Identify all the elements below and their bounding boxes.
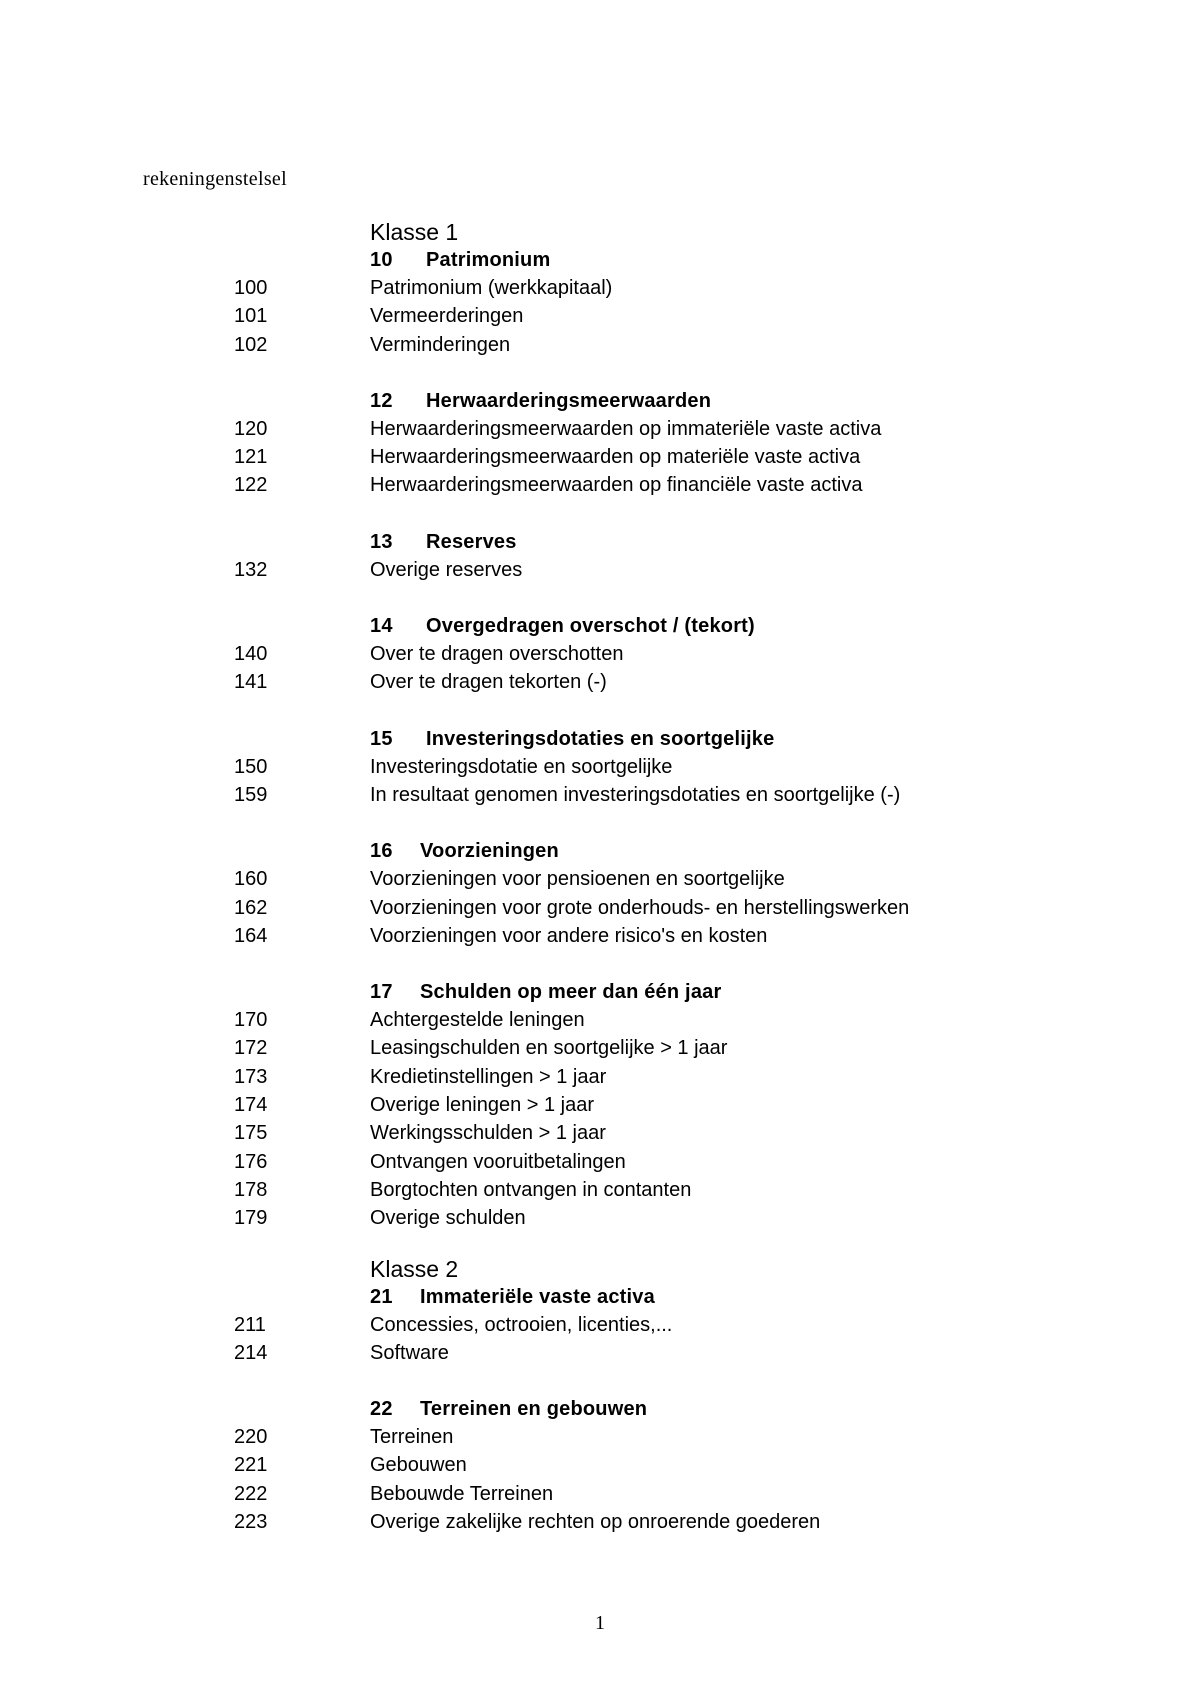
group-heading	[370, 725, 1200, 753]
account-code: 173	[234, 1065, 268, 1088]
account-row	[0, 415, 1200, 443]
group-heading	[370, 528, 1200, 556]
account-group	[0, 612, 1200, 697]
account-code: 101	[234, 305, 268, 328]
account-code: 132	[234, 558, 268, 581]
group-title: Reserves	[426, 530, 517, 553]
group-heading	[370, 387, 1200, 415]
group-number: 13	[370, 530, 393, 553]
account-label: In resultaat genomen investeringsdotaties en soortgelijke (-)	[370, 783, 901, 806]
account-row	[0, 640, 1200, 668]
account-row	[0, 274, 1200, 302]
group-number: 17	[370, 981, 393, 1004]
account-code: 214	[234, 1341, 268, 1364]
account-row	[0, 781, 1200, 809]
account-code: 170	[234, 1009, 268, 1032]
account-row	[0, 331, 1200, 359]
account-code: 178	[234, 1178, 268, 1201]
account-row	[0, 1176, 1200, 1204]
group-heading	[370, 1395, 1200, 1423]
account-row	[0, 865, 1200, 893]
account-label: Verminderingen	[370, 333, 511, 356]
account-label: Over te dragen overschotten	[370, 643, 624, 666]
account-row	[0, 1480, 1200, 1508]
class-title: Klasse 1	[370, 219, 459, 245]
account-row	[0, 894, 1200, 922]
account-code: 122	[234, 474, 268, 497]
account-label: Concessies, octrooien, licenties,...	[370, 1313, 673, 1336]
account-scheme	[0, 218, 1200, 1564]
account-code: 140	[234, 643, 268, 666]
account-label: Ontvangen vooruitbetalingen	[370, 1150, 626, 1173]
account-code: 174	[234, 1094, 268, 1117]
account-label: Achtergestelde leningen	[370, 1009, 585, 1032]
account-group	[0, 978, 1200, 1232]
group-title: Schulden op meer dan één jaar	[420, 981, 722, 1004]
account-row	[0, 1423, 1200, 1451]
group-heading	[370, 1283, 1200, 1311]
account-group	[0, 837, 1200, 950]
account-label: Voorzieningen voor grote onderhouds- en herstellingswerken	[370, 896, 910, 919]
account-code: 100	[234, 277, 268, 299]
account-code: 179	[234, 1207, 268, 1230]
account-code: 221	[234, 1454, 268, 1477]
account-group	[0, 1395, 1200, 1536]
account-row	[0, 1148, 1200, 1176]
group-title: Herwaarderingsmeerwaarden	[426, 389, 712, 412]
account-row	[0, 1006, 1200, 1034]
account-row	[0, 556, 1200, 584]
group-heading	[370, 612, 1200, 640]
account-label: Werkingsschulden > 1 jaar	[370, 1122, 606, 1145]
group-number: 16	[370, 840, 393, 863]
account-label: Voorzieningen voor pensioenen en soortgelijke	[370, 868, 785, 891]
account-code: 141	[234, 671, 268, 694]
account-group	[0, 246, 1200, 359]
account-group	[0, 528, 1200, 584]
account-group	[0, 387, 1200, 500]
account-code: 162	[234, 896, 268, 919]
group-number: 10	[370, 249, 393, 271]
group-number: 12	[370, 389, 393, 412]
group-number: 14	[370, 615, 393, 638]
account-row	[0, 753, 1200, 781]
page-number: 1	[595, 1612, 605, 1634]
account-row	[0, 1339, 1200, 1367]
account-code: 175	[234, 1122, 268, 1145]
account-label: Software	[370, 1341, 449, 1364]
group-heading	[370, 837, 1200, 865]
account-label: Terreinen	[370, 1426, 454, 1449]
group-title: Overgedragen overschot / (tekort)	[426, 615, 755, 638]
account-code: 160	[234, 868, 268, 891]
account-label: Overige leningen > 1 jaar	[370, 1094, 595, 1117]
account-row	[0, 1204, 1200, 1232]
account-code: 150	[234, 755, 268, 778]
group-number: 21	[370, 1285, 393, 1308]
account-label: Bebouwde Terreinen	[370, 1482, 554, 1505]
account-label: Herwaarderingsmeerwaarden op materiële vaste activa	[370, 446, 861, 469]
account-label: Patrimonium (werkkapitaal)	[370, 277, 613, 299]
account-code: 211	[234, 1313, 266, 1336]
account-label: Voorzieningen voor andere risico's en kosten	[370, 924, 768, 947]
account-code: 176	[234, 1150, 268, 1173]
account-row	[0, 1091, 1200, 1119]
group-number: 22	[370, 1398, 393, 1421]
account-row	[0, 1119, 1200, 1147]
group-number: 15	[370, 727, 393, 750]
group-title: Terreinen en gebouwen	[420, 1398, 648, 1421]
account-code: 172	[234, 1037, 268, 1060]
account-row	[0, 1311, 1200, 1339]
account-code: 220	[234, 1426, 268, 1449]
account-row	[0, 443, 1200, 471]
account-code: 159	[234, 783, 268, 806]
account-group	[0, 725, 1200, 810]
account-code: 102	[234, 333, 268, 356]
group-title: Voorzieningen	[420, 840, 559, 863]
account-label: Overige zakelijke rechten op onroerende goederen	[370, 1511, 821, 1534]
account-code: 223	[234, 1511, 268, 1534]
account-row	[0, 1508, 1200, 1536]
account-label: Over te dragen tekorten (-)	[370, 671, 607, 694]
group-title: Immateriële vaste activa	[420, 1285, 655, 1308]
account-row	[0, 668, 1200, 696]
account-code: 120	[234, 417, 268, 440]
account-label: Herwaarderingsmeerwaarden op financiële vaste activa	[370, 474, 863, 497]
account-label: Herwaarderingsmeerwaarden op immateriële vaste activa	[370, 417, 882, 440]
account-label: Kredietinstellingen > 1 jaar	[370, 1065, 607, 1088]
group-heading	[370, 246, 1200, 274]
account-label: Investeringsdotatie en soortgelijke	[370, 755, 673, 778]
account-code: 164	[234, 924, 268, 947]
account-label: Leasingschulden en soortgelijke > 1 jaar	[370, 1037, 728, 1060]
group-title: Patrimonium	[426, 249, 551, 271]
account-row	[0, 302, 1200, 330]
account-row	[0, 1451, 1200, 1479]
account-row	[0, 922, 1200, 950]
class-title: Klasse 2	[370, 1255, 459, 1282]
account-row	[0, 1063, 1200, 1091]
group-title: Investeringsdotaties en soortgelijke	[426, 727, 775, 750]
account-label: Overige schulden	[370, 1207, 526, 1230]
account-row	[0, 1034, 1200, 1062]
account-label: Vermeerderingen	[370, 305, 524, 328]
account-label: Gebouwen	[370, 1454, 467, 1477]
account-label: Borgtochten ontvangen in contanten	[370, 1178, 692, 1201]
account-label: Overige reserves	[370, 558, 523, 581]
account-group	[0, 1283, 1200, 1368]
account-code: 222	[234, 1482, 268, 1505]
document-header: rekeningenstelsel	[143, 168, 287, 190]
account-row	[0, 471, 1200, 499]
group-heading	[370, 978, 1200, 1006]
account-code: 121	[234, 446, 268, 469]
